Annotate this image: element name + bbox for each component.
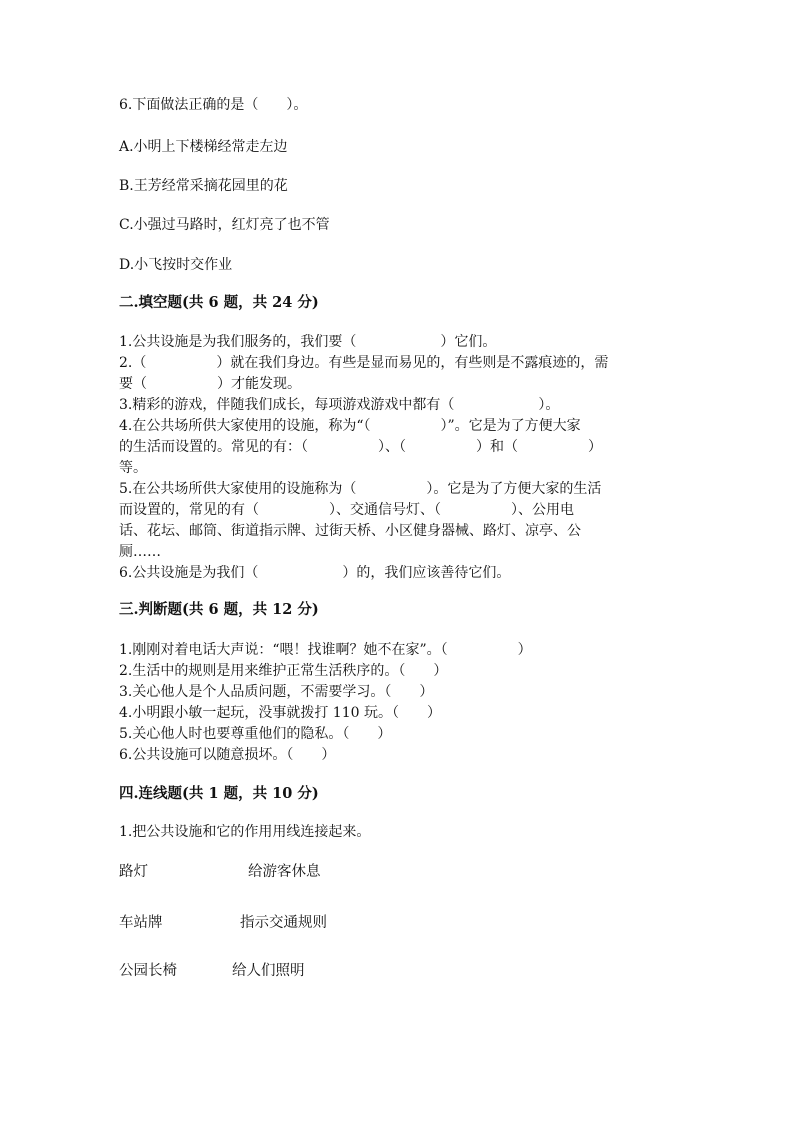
judge-line: 6.公共设施可以随意损坏。（ ） (119, 747, 336, 763)
section-4-heading: 四.连线题(共 1 题，共 10 分) (119, 785, 319, 802)
fill-line: 2.（ ）就在我们身边。有些是显而易见的，有些则是不露痕迹的，需 (119, 355, 609, 371)
fill-line: 厕…… (119, 544, 161, 560)
match-left-item: 路灯 (119, 864, 148, 880)
option-b: B.王芳经常采摘花园里的花 (119, 178, 288, 194)
fill-line: 4.在公共场所供大家使用的设施，称为“（ ）”。它是为了方便大家 (119, 418, 581, 434)
section-3-heading: 三.判断题(共 6 题，共 12 分) (119, 601, 319, 618)
option-c: C.小强过马路时，红灯亮了也不管 (119, 217, 330, 233)
option-a: A.小明上下楼梯经常走左边 (119, 139, 288, 155)
fill-line: 5.在公共场所供大家使用的设施称为（ ）。它是为了方便大家的生活 (119, 481, 602, 497)
match-left-item: 公园长椅 (119, 963, 177, 979)
fill-line: 要（ ）才能发现。 (119, 376, 301, 392)
fill-line: 的生活而设置的。常见的有：（ ）、（ ）和（ ） (119, 439, 602, 455)
fill-line: 3.精彩的游戏，伴随我们成长，每项游戏游戏中都有（ ）。 (119, 397, 560, 413)
fill-line: 等。 (119, 460, 147, 476)
match-right-item: 给人们照明 (232, 963, 305, 979)
fill-line: 6.公共设施是为我们（ ）的，我们应该善待它们。 (119, 565, 511, 581)
fill-line: 而设置的，常见的有（ ）、交通信号灯、（ ）、公用电 (119, 502, 574, 518)
matching-question: 1.把公共设施和它的作用用线连接起来。 (119, 824, 371, 840)
fill-line: 话、花坛、邮筒、街道指示牌、过街天桥、小区健身器械、路灯、凉亭、公 (119, 523, 581, 539)
match-right-item: 给游客休息 (248, 864, 321, 880)
option-d: D.小飞按时交作业 (119, 257, 233, 273)
judge-line: 5.关心他人时也要尊重他们的隐私。（ ） (119, 726, 392, 742)
question-6-stem: 6.下面做法正确的是（ ）。 (119, 97, 308, 113)
judge-line: 2.生活中的规则是用来维护正常生活秩序的。（ ） (119, 663, 448, 679)
judge-line: 1.刚刚对着电话大声说：“喂！找谁啊？她不在家”。（ ） (119, 642, 532, 658)
judge-line: 4.小明跟小敏一起玩，没事就拨打 110 玩。（ ） (119, 705, 441, 721)
match-left-item: 车站牌 (119, 915, 163, 931)
fill-line: 1.公共设施是为我们服务的，我们要（ ）它们。 (119, 334, 497, 350)
judge-line: 3.关心他人是个人品质问题，不需要学习。（ ） (119, 684, 434, 700)
section-2-heading: 二.填空题(共 6 题，共 24 分) (119, 294, 319, 311)
match-right-item: 指示交通规则 (240, 915, 327, 931)
